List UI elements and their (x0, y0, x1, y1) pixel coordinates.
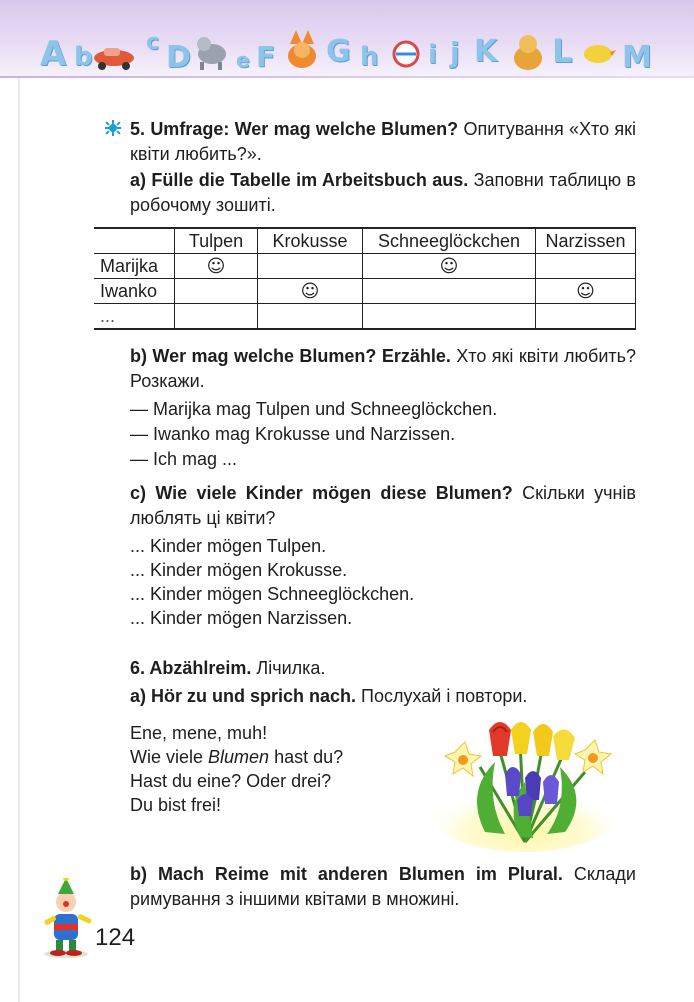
table-cell (258, 304, 363, 330)
banner-letter: L (552, 32, 573, 70)
banner-letter: K (474, 34, 498, 69)
banner-divider (0, 76, 694, 78)
sun-bullet-icon (105, 120, 121, 136)
table-cell: ☺ (363, 254, 536, 279)
banner-letter: D (166, 40, 191, 75)
task5-a-label: a) Fülle die Tabelle im Arbeitsbuch aus. (130, 170, 469, 190)
banner-letter: G (326, 34, 351, 69)
table-cell (258, 254, 363, 279)
rhyme-text: hast du? (269, 747, 344, 767)
task5-c-line: ... Kinder mögen Schneeglöckchen. (130, 584, 415, 604)
table-cell (175, 304, 258, 330)
table-row (94, 304, 636, 330)
car-icon (92, 42, 136, 70)
rhyme-line: Hast du eine? Oder drei? (130, 771, 332, 791)
table-row-name: Iwanko (94, 279, 175, 304)
table-cell (363, 304, 536, 330)
task6-a-label: a) Hör zu und sprich nach. (130, 686, 357, 706)
banner-letter: c (146, 30, 160, 55)
task5-c-ua: Скільки учнів люблять ці квіти? (130, 483, 636, 528)
task6-a-ua: Послухай і повтори. (361, 686, 528, 706)
table-header-cell: Schneeglöckchen (363, 228, 536, 254)
task5-b-ua: Хто які квіти любить? Розкажи. (130, 346, 637, 391)
alphabet-banner (0, 0, 694, 78)
table-cell: ☺ (536, 279, 636, 304)
task5-c-instruction (130, 481, 636, 531)
table-row (94, 254, 636, 279)
task6-b-instruction (130, 862, 636, 912)
fox-icon (282, 28, 322, 72)
task5-c-line: ... Kinder mögen Krokusse. (130, 560, 348, 580)
table-cell (536, 254, 636, 279)
task5-b-instruction (130, 344, 636, 394)
banner-letter: M (622, 40, 652, 75)
banner-letter: b (74, 42, 93, 72)
task5-title (130, 117, 636, 167)
page-number: 124 (95, 924, 136, 951)
task5-number: 5. (130, 119, 146, 139)
rhyme-line (130, 745, 343, 770)
donkey-icon (194, 30, 230, 70)
table-row-name: Marijka (94, 254, 175, 279)
task5-a-ua: Заповни таблицю в робочому зошиті. (130, 170, 636, 215)
table-header-cell: Tulpen (175, 228, 258, 254)
task6-title-de: 6. Abzählreim. (130, 658, 252, 678)
rhyme-line: Du bist frei! (130, 795, 222, 815)
task6-title (130, 656, 325, 681)
table-header-cell: Narzissen (536, 228, 636, 254)
table-header-row (94, 228, 636, 254)
task6-a-instruction (130, 684, 527, 709)
banner-letter: A (40, 34, 67, 74)
page-margin-line (18, 78, 20, 1002)
table-row-name: ... (94, 304, 175, 330)
table-header-cell: Krokusse (258, 228, 363, 254)
table-cell (363, 279, 536, 304)
banner-letter: j (450, 36, 460, 69)
table-header-cell (94, 228, 175, 254)
task6-b-ua: Склади римування з іншими квітами в множині. (130, 864, 636, 909)
task6-b-label: b) Mach Reime mit anderen Blumen im Plural. (130, 864, 563, 884)
banner-letter: e (236, 48, 250, 72)
flower-bouquet-image (425, 712, 625, 852)
table-cell: ☺ (175, 254, 258, 279)
rhyme-text: Wie viele (130, 747, 209, 767)
table-row (94, 279, 636, 304)
banner-letter: F (256, 40, 276, 73)
table-cell (175, 279, 258, 304)
task6-title-ua: Лічилка. (256, 658, 326, 678)
task5-title-ua: Опитування «Хто які квіти любить?». (130, 119, 636, 164)
task5-a-instruction (130, 168, 636, 218)
task5-c-label: c) Wie viele Kinder mögen diese Blumen? (130, 483, 513, 503)
ball-icon (392, 40, 420, 68)
task5-title-de: Umfrage: Wer mag welche Blumen? (150, 119, 459, 139)
banner-letter: h (360, 42, 379, 72)
clown-image (32, 878, 102, 958)
rhyme-line: Ene, mene, muh! (130, 723, 268, 743)
task5-c-line: ... Kinder mögen Tulpen. (130, 536, 327, 556)
table-cell: ☺ (258, 279, 363, 304)
survey-table (94, 227, 636, 330)
task5-c-line: ... Kinder mögen Narzissen. (130, 608, 353, 628)
task5-b-line: — Iwanko mag Krokusse und Narzissen. (130, 424, 456, 444)
banner-letter: i (428, 40, 437, 70)
task5-b-label: b) Wer mag welche Blumen? Erzähle. (130, 346, 451, 366)
rhyme-emphasis: Blumen (208, 747, 270, 767)
task5-b-line: — Marijka mag Tulpen und Schneeglöckchen. (130, 399, 498, 419)
animal-icon (508, 30, 548, 72)
table-cell (536, 304, 636, 330)
task5-b-line: — Ich mag ... (130, 449, 238, 469)
bird-icon (580, 40, 616, 66)
